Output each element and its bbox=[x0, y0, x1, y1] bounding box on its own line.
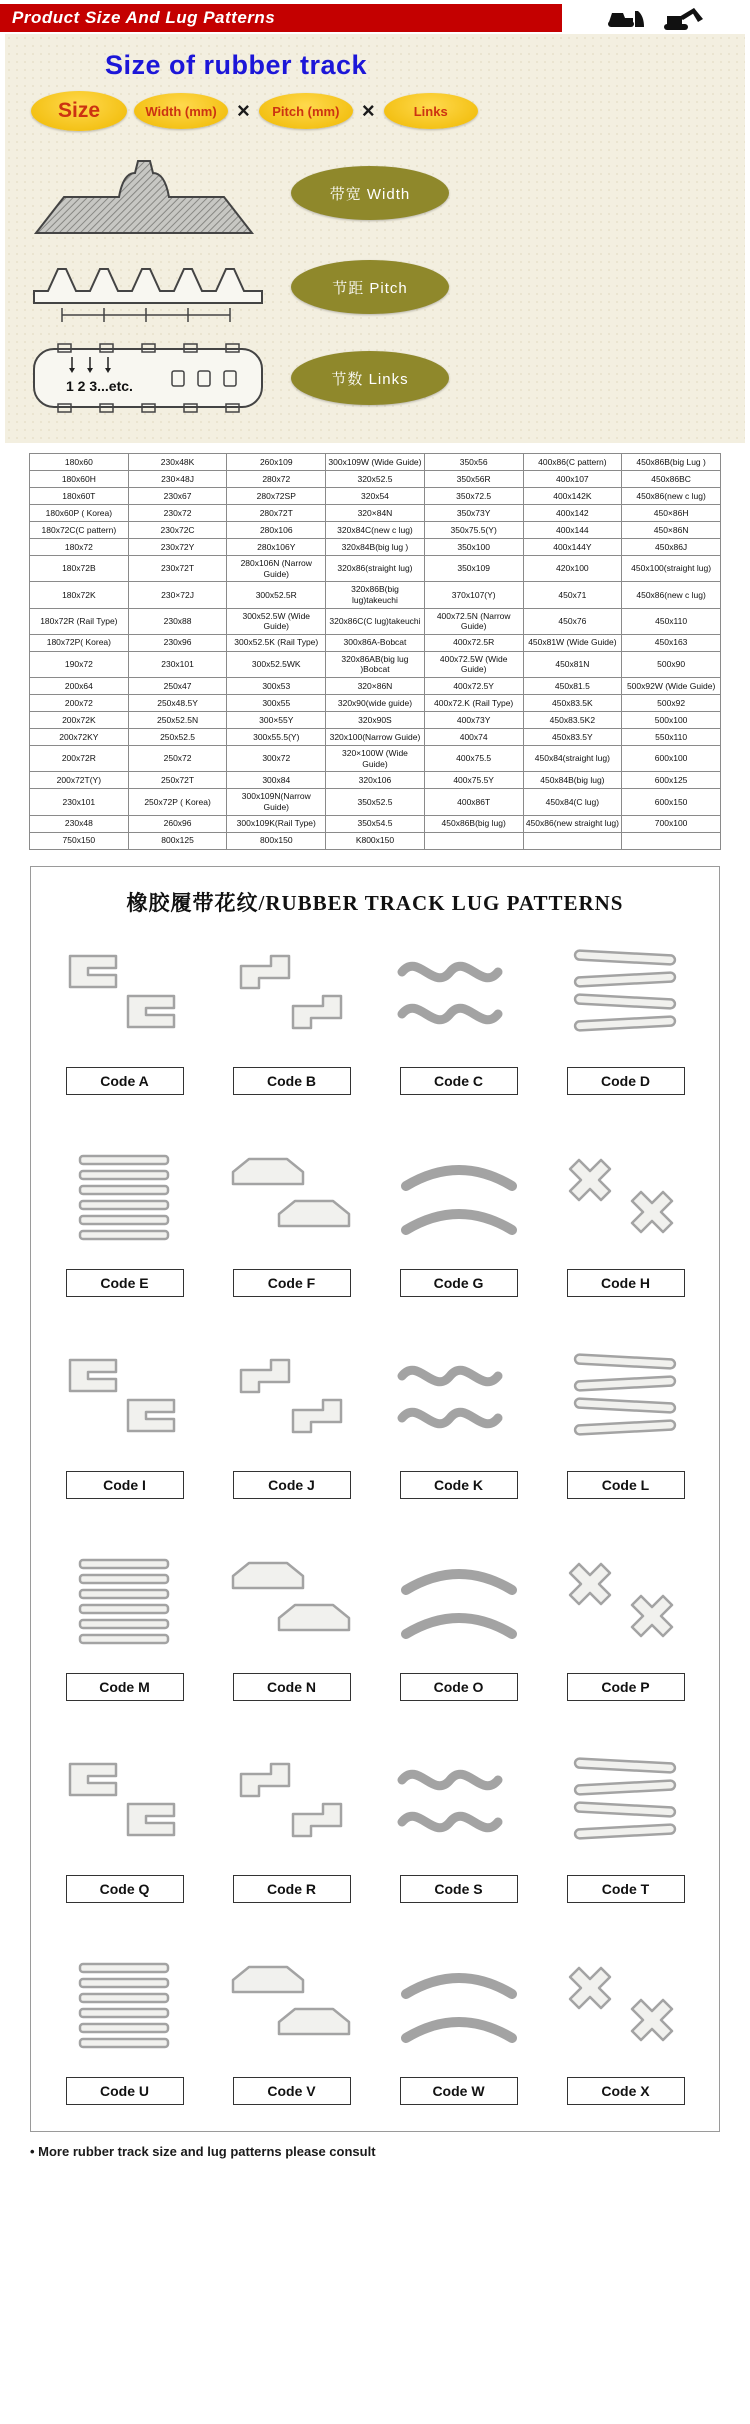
size-table-cell: 230x48K bbox=[128, 454, 227, 471]
width-oval: Width (mm) bbox=[134, 93, 228, 129]
lug-pattern-art-k bbox=[384, 1352, 534, 1448]
size-table-cell: 450x71 bbox=[523, 582, 622, 608]
size-table-cell: 450x84(straight lug) bbox=[523, 746, 622, 772]
multiply-sign-1: × bbox=[237, 98, 250, 123]
size-table-cell: 230x72T bbox=[128, 556, 227, 582]
pattern-cell-u bbox=[43, 1947, 206, 2105]
size-table-cell: 280x72T bbox=[227, 505, 326, 522]
size-section-title: Size of rubber track bbox=[105, 50, 368, 80]
lug-pattern-art-m bbox=[50, 1554, 200, 1650]
size-table-cell: 700x100 bbox=[622, 815, 721, 832]
size-table-cell: 260x96 bbox=[128, 815, 227, 832]
pattern-code-label-c: Code C bbox=[400, 1067, 518, 1095]
size-table-cell: 400x72.K (Rail Type) bbox=[424, 695, 523, 712]
size-table-cell: 450x83.5Y bbox=[523, 729, 622, 746]
lug-pattern-art-s bbox=[384, 1756, 534, 1852]
size-table-cell: 300x55.5(Y) bbox=[227, 729, 326, 746]
lug-patterns-panel bbox=[30, 866, 720, 2132]
size-table-cell: 550x110 bbox=[622, 729, 721, 746]
size-table-cell: 300x55 bbox=[227, 695, 326, 712]
size-table bbox=[29, 453, 721, 850]
size-table-cell: 320x100(Narrow Guide) bbox=[326, 729, 425, 746]
size-table-cell: 320x86(straight lug) bbox=[326, 556, 425, 582]
size-table-cell: 320x86C(C lug)takeuchi bbox=[326, 608, 425, 634]
size-table-cell: 400x86T bbox=[424, 789, 523, 815]
size-table-row bbox=[30, 582, 721, 608]
pattern-cell-g bbox=[377, 1139, 540, 1297]
lug-pattern-sketch-u bbox=[49, 1947, 201, 2065]
pitch-dimension-arrows bbox=[62, 308, 230, 322]
size-table-cell: 300x72 bbox=[227, 746, 326, 772]
links-callout: 节数 Links bbox=[291, 351, 449, 405]
size-table-cell: 230x88 bbox=[128, 608, 227, 634]
pattern-code-label-a: Code A bbox=[66, 1067, 184, 1095]
pattern-cell-i bbox=[43, 1341, 206, 1499]
size-table-cell: 230×72J bbox=[128, 582, 227, 608]
lug-pattern-sketch-s bbox=[383, 1745, 535, 1863]
size-table-cell: 320x90S bbox=[326, 712, 425, 729]
size-table-cell bbox=[523, 832, 622, 849]
lug-pattern-sketch-q bbox=[49, 1745, 201, 1863]
pattern-cell-a bbox=[43, 937, 206, 1095]
banner-red-bar bbox=[0, 4, 562, 32]
size-table-cell: 400x75.5Y bbox=[424, 772, 523, 789]
size-table-cell: 200x72 bbox=[30, 695, 129, 712]
pattern-code-label-u: Code U bbox=[66, 2077, 184, 2105]
lug-pattern-sketch-g bbox=[383, 1139, 535, 1257]
lug-pattern-art-e bbox=[50, 1150, 200, 1246]
lug-pattern-art-q bbox=[50, 1756, 200, 1852]
size-table-cell: 450x100(straight lug) bbox=[622, 556, 721, 582]
track-numbers-label: 1 2 3...etc. bbox=[66, 378, 133, 394]
pattern-code-label-x: Code X bbox=[567, 2077, 685, 2105]
links-oval: Links bbox=[384, 93, 478, 129]
size-table-cell: 500x92 bbox=[622, 695, 721, 712]
size-table-section bbox=[0, 443, 750, 854]
size-table-row bbox=[30, 695, 721, 712]
lug-pattern-sketch-p bbox=[550, 1543, 702, 1661]
lug-pattern-art-i bbox=[50, 1352, 200, 1448]
size-table-cell: 350x52.5 bbox=[326, 789, 425, 815]
size-oval: Size bbox=[31, 91, 127, 131]
size-table-cell: 300x86A-Bobcat bbox=[326, 634, 425, 651]
lug-pattern-art-h bbox=[551, 1150, 701, 1246]
lug-pattern-sketch-f bbox=[216, 1139, 368, 1257]
size-table-cell: 400x142 bbox=[523, 505, 622, 522]
size-table-cell: 300x52.5W (Wide Guide) bbox=[227, 608, 326, 634]
size-table-cell: 400x73Y bbox=[424, 712, 523, 729]
size-table-cell: 450x81.5 bbox=[523, 678, 622, 695]
size-table-cell: 350x75.5(Y) bbox=[424, 522, 523, 539]
size-table-cell: 350x56 bbox=[424, 454, 523, 471]
lug-pattern-art-x bbox=[551, 1958, 701, 2054]
size-table-cell: 180x60 bbox=[30, 454, 129, 471]
pattern-cell-f bbox=[210, 1139, 373, 1297]
size-table-cell: 450x86(new c lug) bbox=[622, 488, 721, 505]
size-table-cell bbox=[424, 832, 523, 849]
pitch-callout: 节距 Pitch bbox=[291, 260, 449, 314]
size-table-cell: 230x72 bbox=[128, 505, 227, 522]
lug-pattern-art-v bbox=[217, 1958, 367, 2054]
size-table-cell: 400x144Y bbox=[523, 539, 622, 556]
size-table-cell: 180x60H bbox=[30, 471, 129, 488]
lug-pattern-sketch-j bbox=[216, 1341, 368, 1459]
size-table-cell: 450x83.5K2 bbox=[523, 712, 622, 729]
size-table-cell: 180x72C(C pattern) bbox=[30, 522, 129, 539]
pattern-cell-e bbox=[43, 1139, 206, 1297]
size-table-cell: 400x75.5 bbox=[424, 746, 523, 772]
lug-pattern-sketch-b bbox=[216, 937, 368, 1055]
width-callout: 带宽 Width bbox=[291, 166, 449, 220]
page-title: Product Size And Lug Patterns bbox=[12, 8, 276, 27]
lug-pattern-sketch-e bbox=[49, 1139, 201, 1257]
pattern-code-label-e: Code E bbox=[66, 1269, 184, 1297]
size-table-cell: 200x72T(Y) bbox=[30, 772, 129, 789]
lug-pattern-sketch-k bbox=[383, 1341, 535, 1459]
size-table-cell: 230×48J bbox=[128, 471, 227, 488]
size-table-cell: 200x72K bbox=[30, 712, 129, 729]
size-table-cell: 280x106Y bbox=[227, 539, 326, 556]
size-table-row bbox=[30, 746, 721, 772]
pattern-code-label-f: Code F bbox=[233, 1269, 351, 1297]
size-table-cell: K800x150 bbox=[326, 832, 425, 849]
size-table-cell: 450x86(new straight lug) bbox=[523, 815, 622, 832]
size-table-cell: 180x72 bbox=[30, 539, 129, 556]
size-table-cell: 320x106 bbox=[326, 772, 425, 789]
size-table-cell: 450x84B(big lug) bbox=[523, 772, 622, 789]
pitch-oval: Pitch (mm) bbox=[259, 93, 353, 129]
lug-pattern-art-t bbox=[551, 1756, 701, 1852]
lug-pattern-art-b bbox=[217, 948, 367, 1044]
size-table-cell: 400x72.5W (Wide Guide) bbox=[424, 651, 523, 677]
lug-pattern-art-j bbox=[217, 1352, 367, 1448]
size-table-cell: 320x52.5 bbox=[326, 471, 425, 488]
size-table-cell: 400x107 bbox=[523, 471, 622, 488]
size-table-cell: 230x101 bbox=[128, 651, 227, 677]
pattern-cell-c bbox=[377, 937, 540, 1095]
size-table-cell: 230x72Y bbox=[128, 539, 227, 556]
lug-pattern-sketch-r bbox=[216, 1745, 368, 1863]
pattern-grid bbox=[31, 937, 719, 2105]
page bbox=[0, 4, 750, 2159]
size-table-cell: 500x92W (Wide Guide) bbox=[622, 678, 721, 695]
size-formula bbox=[31, 91, 745, 131]
size-table-cell: 400x72.5N (Narrow Guide) bbox=[424, 608, 523, 634]
size-table-cell: 450x81N bbox=[523, 651, 622, 677]
size-table-cell: 450x81W (Wide Guide) bbox=[523, 634, 622, 651]
track-cross-section-shape bbox=[36, 161, 252, 233]
pattern-code-label-s: Code S bbox=[400, 1875, 518, 1903]
pattern-cell-r bbox=[210, 1745, 373, 1903]
size-table-cell: 300x109W (Wide Guide) bbox=[326, 454, 425, 471]
size-table-cell: 600x100 bbox=[622, 746, 721, 772]
lug-pattern-art-r bbox=[217, 1756, 367, 1852]
pattern-code-label-t: Code T bbox=[567, 1875, 685, 1903]
size-table-cell: 750x150 bbox=[30, 832, 129, 849]
footer-note: • More rubber track size and lug patterns please consult bbox=[30, 2143, 376, 2159]
size-table-cell: 300x109K(Rail Type) bbox=[227, 815, 326, 832]
pattern-cell-h bbox=[544, 1139, 707, 1297]
size-section bbox=[5, 34, 745, 443]
track-side-profile-diagram bbox=[24, 245, 274, 329]
pattern-cell-s bbox=[377, 1745, 540, 1903]
size-table-cell: 320×86N bbox=[326, 678, 425, 695]
size-table-cell: 450x86J bbox=[622, 539, 721, 556]
size-table-cell: 420x100 bbox=[523, 556, 622, 582]
size-table-row bbox=[30, 608, 721, 634]
pattern-cell-x bbox=[544, 1947, 707, 2105]
size-table-cell: 180x60T bbox=[30, 488, 129, 505]
size-table-cell: 450x83.5K bbox=[523, 695, 622, 712]
size-table-cell: 500x90 bbox=[622, 651, 721, 677]
size-table-cell: 450x84(C lug) bbox=[523, 789, 622, 815]
size-table-cell: 300x53 bbox=[227, 678, 326, 695]
lug-pattern-art-g bbox=[384, 1150, 534, 1246]
pattern-code-label-h: Code H bbox=[567, 1269, 685, 1297]
pattern-code-label-v: Code V bbox=[233, 2077, 351, 2105]
size-table-cell: 280x106 bbox=[227, 522, 326, 539]
pattern-code-label-p: Code P bbox=[567, 1673, 685, 1701]
bulldozer-icon bbox=[604, 6, 646, 30]
size-table-cell: 250x52.5N bbox=[128, 712, 227, 729]
size-table-cell: 600x150 bbox=[622, 789, 721, 815]
size-table-cell: 450x86BC bbox=[622, 471, 721, 488]
pattern-code-label-n: Code N bbox=[233, 1673, 351, 1701]
lug-pattern-art-n bbox=[217, 1554, 367, 1650]
size-table-row bbox=[30, 815, 721, 832]
pattern-cell-k bbox=[377, 1341, 540, 1499]
size-table-cell: 230x96 bbox=[128, 634, 227, 651]
size-table-cell: 350x100 bbox=[424, 539, 523, 556]
size-table-cell: 320x90(wide guide) bbox=[326, 695, 425, 712]
lug-pattern-sketch-o bbox=[383, 1543, 535, 1661]
size-table-row bbox=[30, 505, 721, 522]
lug-pattern-sketch-i bbox=[49, 1341, 201, 1459]
pattern-code-label-d: Code D bbox=[567, 1067, 685, 1095]
lug-pattern-art-p bbox=[551, 1554, 701, 1650]
size-table-cell: 450x86(new c lug) bbox=[622, 582, 721, 608]
size-table-cell: 300x109N(Narrow Guide) bbox=[227, 789, 326, 815]
size-table-cell: 180x72K bbox=[30, 582, 129, 608]
pitch-diagram-row bbox=[21, 245, 745, 329]
pattern-code-label-j: Code J bbox=[233, 1471, 351, 1499]
size-table-cell: 230x48 bbox=[30, 815, 129, 832]
size-table-cell: 200x72R bbox=[30, 746, 129, 772]
size-table-cell: 280x72SP bbox=[227, 488, 326, 505]
size-table-cell: 320x84B(big lug ) bbox=[326, 539, 425, 556]
pattern-code-label-k: Code K bbox=[400, 1471, 518, 1499]
size-table-cell: 450x163 bbox=[622, 634, 721, 651]
size-table-cell: 250x72T bbox=[128, 772, 227, 789]
size-table-cell: 600x125 bbox=[622, 772, 721, 789]
size-table-cell: 450×86N bbox=[622, 522, 721, 539]
lug-pattern-art-a bbox=[50, 948, 200, 1044]
lug-pattern-sketch-w bbox=[383, 1947, 535, 2065]
size-table-cell: 280x72 bbox=[227, 471, 326, 488]
size-table-row bbox=[30, 789, 721, 815]
size-table-cell: 180x60P ( Korea) bbox=[30, 505, 129, 522]
size-table-cell: 450x110 bbox=[622, 608, 721, 634]
size-table-cell: 320×100W (Wide Guide) bbox=[326, 746, 425, 772]
pattern-code-label-l: Code L bbox=[567, 1471, 685, 1499]
size-table-cell: 200x64 bbox=[30, 678, 129, 695]
lug-pattern-art-l bbox=[551, 1352, 701, 1448]
size-table-cell: 230x67 bbox=[128, 488, 227, 505]
lug-pattern-sketch-t bbox=[550, 1745, 702, 1863]
pattern-cell-n bbox=[210, 1543, 373, 1701]
size-table-cell: 300x52.5K (Rail Type) bbox=[227, 634, 326, 651]
pattern-code-label-i: Code I bbox=[66, 1471, 184, 1499]
size-table-cell: 300x52.5WK bbox=[227, 651, 326, 677]
lug-pattern-sketch-v bbox=[216, 1947, 368, 2065]
size-table-cell: 190x72 bbox=[30, 651, 129, 677]
pattern-code-label-w: Code W bbox=[400, 2077, 518, 2105]
pattern-code-label-g: Code G bbox=[400, 1269, 518, 1297]
size-table-cell: 300x84 bbox=[227, 772, 326, 789]
size-table-cell: 350x109 bbox=[424, 556, 523, 582]
pattern-cell-d bbox=[544, 937, 707, 1095]
size-table-cell: 320x86B(big lug)takeuchi bbox=[326, 582, 425, 608]
size-table-row bbox=[30, 556, 721, 582]
size-table-row bbox=[30, 634, 721, 651]
pattern-cell-t bbox=[544, 1745, 707, 1903]
lug-pattern-art-u bbox=[50, 1958, 200, 2054]
size-table-row bbox=[30, 772, 721, 789]
size-table-cell: 200x72KY bbox=[30, 729, 129, 746]
pattern-code-label-b: Code B bbox=[233, 1067, 351, 1095]
size-table-cell: 500x100 bbox=[622, 712, 721, 729]
lug-pattern-sketch-l bbox=[550, 1341, 702, 1459]
links-diagram-row bbox=[21, 335, 745, 421]
size-table-cell: 450×86H bbox=[622, 505, 721, 522]
size-table-row bbox=[30, 454, 721, 471]
size-table-cell: 450x86B(big Lug ) bbox=[622, 454, 721, 471]
width-diagram-row bbox=[21, 147, 745, 239]
size-table-row bbox=[30, 712, 721, 729]
lug-pattern-sketch-h bbox=[550, 1139, 702, 1257]
size-table-cell: 250x72P ( Korea) bbox=[128, 789, 227, 815]
size-table-cell: 320x54 bbox=[326, 488, 425, 505]
pattern-cell-b bbox=[210, 937, 373, 1095]
size-table-cell: 320×84N bbox=[326, 505, 425, 522]
size-table-cell: 250x72 bbox=[128, 746, 227, 772]
size-table-cell: 250x52.5 bbox=[128, 729, 227, 746]
size-table-cell: 250x47 bbox=[128, 678, 227, 695]
size-table-cell: 180x72R (Rail Type) bbox=[30, 608, 129, 634]
size-table-cell: 400x72.5R bbox=[424, 634, 523, 651]
pattern-cell-w bbox=[377, 1947, 540, 2105]
size-table-cell: 230x72C bbox=[128, 522, 227, 539]
size-table-cell: 400x74 bbox=[424, 729, 523, 746]
size-table-row bbox=[30, 678, 721, 695]
track-cross-section-diagram bbox=[24, 147, 274, 239]
size-table-cell: 400x142K bbox=[523, 488, 622, 505]
pattern-code-label-q: Code Q bbox=[66, 1875, 184, 1903]
lug-pattern-art-c bbox=[384, 948, 534, 1044]
size-table-cell: 450x86B(big lug) bbox=[424, 815, 523, 832]
size-table-cell: 400x144 bbox=[523, 522, 622, 539]
size-table-cell: 300×55Y bbox=[227, 712, 326, 729]
lug-pattern-sketch-a bbox=[49, 937, 201, 1055]
size-table-cell: 350x73Y bbox=[424, 505, 523, 522]
lug-pattern-sketch-m bbox=[49, 1543, 201, 1661]
size-table-row bbox=[30, 729, 721, 746]
track-top-view-diagram bbox=[24, 335, 274, 421]
size-table-cell: 300x52.5R bbox=[227, 582, 326, 608]
pattern-cell-l bbox=[544, 1341, 707, 1499]
pattern-code-label-m: Code M bbox=[66, 1673, 184, 1701]
size-table-cell: 400x86(C pattern) bbox=[523, 454, 622, 471]
size-table-cell: 800x125 bbox=[128, 832, 227, 849]
size-table-cell: 320x84C(new c lug) bbox=[326, 522, 425, 539]
size-table-row bbox=[30, 471, 721, 488]
machine-icons bbox=[562, 5, 750, 31]
size-table-cell: 800x150 bbox=[227, 832, 326, 849]
size-table-cell: 450x76 bbox=[523, 608, 622, 634]
lug-pattern-art-o bbox=[384, 1554, 534, 1650]
pattern-cell-o bbox=[377, 1543, 540, 1701]
lug-pattern-sketch-x bbox=[550, 1947, 702, 2065]
size-table-cell: 400x72.5Y bbox=[424, 678, 523, 695]
size-table-cell: 280x106N (Narrow Guide) bbox=[227, 556, 326, 582]
size-table-cell: 350x72.5 bbox=[424, 488, 523, 505]
size-table-cell: 370x107(Y) bbox=[424, 582, 523, 608]
size-table-row bbox=[30, 488, 721, 505]
lug-pattern-art-d bbox=[551, 948, 701, 1044]
track-tooth-profile bbox=[34, 269, 262, 303]
size-table-row bbox=[30, 539, 721, 556]
size-table-cell: 250x48.5Y bbox=[128, 695, 227, 712]
multiply-sign-2: × bbox=[361, 98, 375, 123]
lug-pattern-sketch-n bbox=[216, 1543, 368, 1661]
lug-pattern-sketch-d bbox=[550, 937, 702, 1055]
pattern-cell-v bbox=[210, 1947, 373, 2105]
pattern-cell-q bbox=[43, 1745, 206, 1903]
excavator-icon bbox=[660, 5, 708, 31]
lug-patterns-title: 橡胶履带花纹/RUBBER TRACK LUG PATTERNS bbox=[126, 890, 624, 915]
size-table-cell: 230x101 bbox=[30, 789, 129, 815]
pattern-cell-m bbox=[43, 1543, 206, 1701]
size-table-row bbox=[30, 522, 721, 539]
size-table-cell: 260x109 bbox=[227, 454, 326, 471]
size-table-cell: 180x72B bbox=[30, 556, 129, 582]
size-table-cell: 350x54.5 bbox=[326, 815, 425, 832]
size-table-cell: 320x86AB(big lug )Bobcat bbox=[326, 651, 425, 677]
pattern-cell-p bbox=[544, 1543, 707, 1701]
lug-pattern-art-f bbox=[217, 1150, 367, 1246]
lug-pattern-sketch-c bbox=[383, 937, 535, 1055]
pattern-code-label-r: Code R bbox=[233, 1875, 351, 1903]
size-table-row bbox=[30, 832, 721, 849]
size-table-cell: 350x56R bbox=[424, 471, 523, 488]
lug-pattern-art-w bbox=[384, 1958, 534, 2054]
top-banner bbox=[0, 4, 750, 32]
size-table-cell: 180x72P( Korea) bbox=[30, 634, 129, 651]
size-table-cell bbox=[622, 832, 721, 849]
size-table-row bbox=[30, 651, 721, 677]
pattern-cell-j bbox=[210, 1341, 373, 1499]
pattern-code-label-o: Code O bbox=[400, 1673, 518, 1701]
